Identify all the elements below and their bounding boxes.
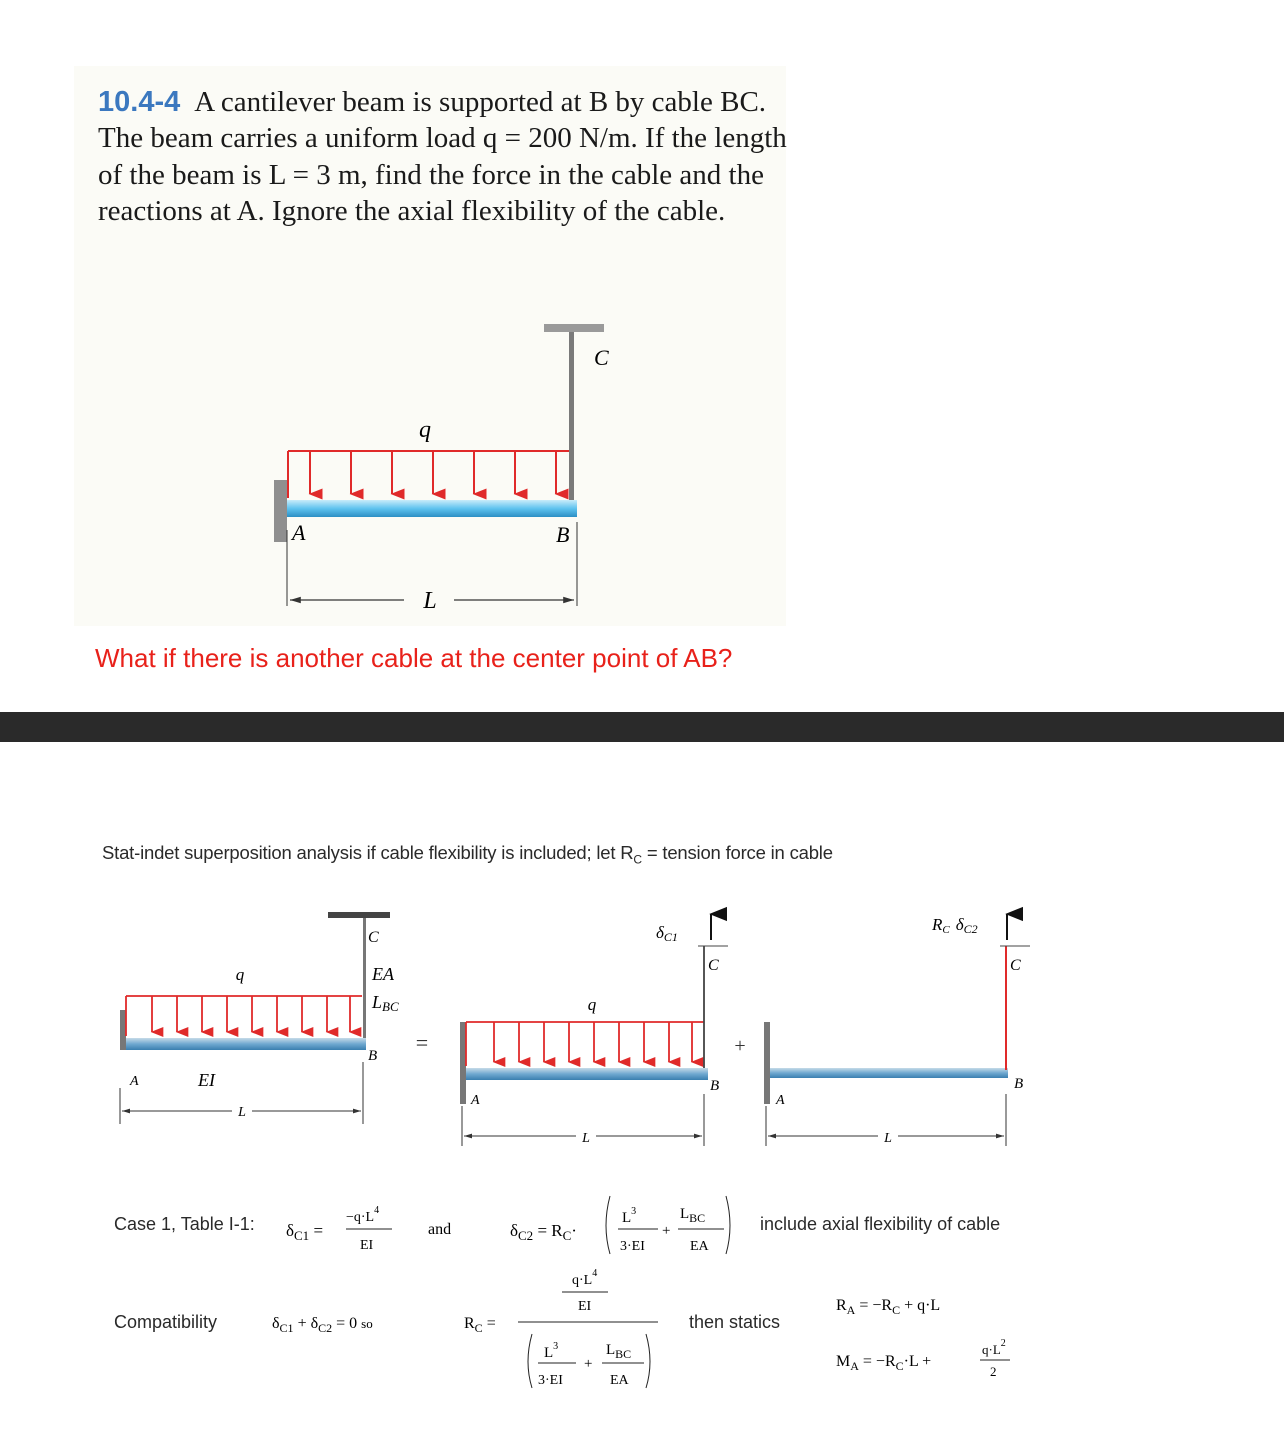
fig2-b: B [710,1078,720,1094]
solution-intro: Stat-indet superposition analysis if cable flexibility is included; let $R_C$ = tension force in cable [102,842,833,867]
svg-text:EI: EI [360,1238,374,1253]
compatibility-equations [266,1262,686,1412]
svg-text:δC1 + δC2 = 0 so: $\delta_{C1} + \delta_{C2} = 0$ so [272,1315,373,1335]
fig1-q: q [235,965,245,984]
distributed-load-arrows [288,451,556,498]
fig1-ei: EI [198,1070,215,1090]
fig1-ea: EA [372,964,394,984]
deflection-equations [280,1186,760,1266]
cable-bc [569,332,574,502]
label-b: B [556,522,570,547]
svg-text:δC2 = RC·: $\delta_{C2} = R_C\cdot$ [510,1221,577,1243]
fig1-b: B [368,1048,378,1064]
svg-text:3·EI: 3·EI [620,1239,645,1254]
problem-statement [98,84,788,230]
svg-text:2: 2 [990,1364,997,1379]
problem-number: 10.4-4 [98,86,181,118]
figure-redundant-force [764,914,1030,1146]
and-label: and [428,1221,452,1238]
superposition-figure [100,880,1060,1170]
svg-text:RA = −RC + q·L: $R_A = -R_C + q\cdot L$ [836,1297,941,1317]
compatibility-label: Compatibility [114,1312,218,1332]
beam [287,500,577,517]
fig3-l: L [884,1131,892,1146]
include-label: include axial flexibility of cable [760,1214,1001,1234]
svg-text:L3: $L^3$ [622,1206,637,1226]
fig1-lbc: LBC [372,992,399,1014]
ceiling-support [544,324,604,332]
svg-text:MA = −RC·L +: $M_A = -R_C\cdot L$ + [836,1353,932,1373]
wall-support [274,480,287,542]
figure-original-system [120,912,399,1124]
equals-sign: = [415,1030,429,1055]
svg-text:+: + [662,1223,671,1239]
svg-text:q·L2: $q\cdot L^2$ [982,1338,1006,1357]
fig2-delta: δC1 [656,923,678,944]
fig3-rc-delta: RC δC2 [932,915,978,936]
plus-sign: + [734,1035,746,1057]
svg-text:+: + [584,1356,593,1372]
svg-text:EA: EA [610,1373,629,1388]
svg-text:δC1 =: $\delta_{C1}$ = [286,1221,324,1243]
svg-text:q·L4: $q\cdot L^4$ [572,1268,598,1288]
svg-text:3·EI: 3·EI [538,1373,563,1388]
statics-equations [830,1280,1030,1390]
then-statics-label: then statics [689,1312,781,1332]
fig1-l: L [238,1105,246,1120]
figure-released-structure [460,914,728,1146]
label-a: A [292,520,306,545]
label-c: C [594,345,609,370]
svg-text:RC =: $R_C$ = [464,1315,496,1335]
fig3-a: A [776,1093,785,1108]
label-q: q [419,417,431,443]
fig3-c: C [1010,957,1021,974]
svg-text:LBC: $L_{BC}$ [680,1206,706,1225]
svg-text:L3: $L^3$ [544,1341,559,1361]
svg-text:EA: EA [690,1239,709,1254]
svg-text:LBC: $L_{BC}$ [606,1342,632,1361]
fig3-b: B [1014,1076,1024,1092]
label-l: L [423,588,437,614]
fig2-c: C [708,957,719,974]
problem-text: A cantilever beam is supported at B by cable BC. The beam carries a uniform load q = 200 N/m. If the length of the beam is L = 3 m, find the force in the cable and the reactions at A. Ignore the axial flexibility of the cable. [98,86,787,228]
fig2-l: L [582,1131,590,1146]
fig2-a: A [471,1093,480,1108]
section-divider [0,712,1284,742]
cantilever-figure [74,310,786,626]
fig1-a: A [130,1074,139,1089]
svg-text:EI: EI [578,1299,592,1314]
fig1-c: C [368,929,379,946]
svg-text:−q·L4: $-q\cdot L^4$ [346,1205,380,1225]
case-label: Case 1, Table I-1: [114,1214,255,1234]
fig2-q: q [587,995,597,1014]
follow-up-question: What if there is another cable at the center point of AB? [95,643,733,673]
